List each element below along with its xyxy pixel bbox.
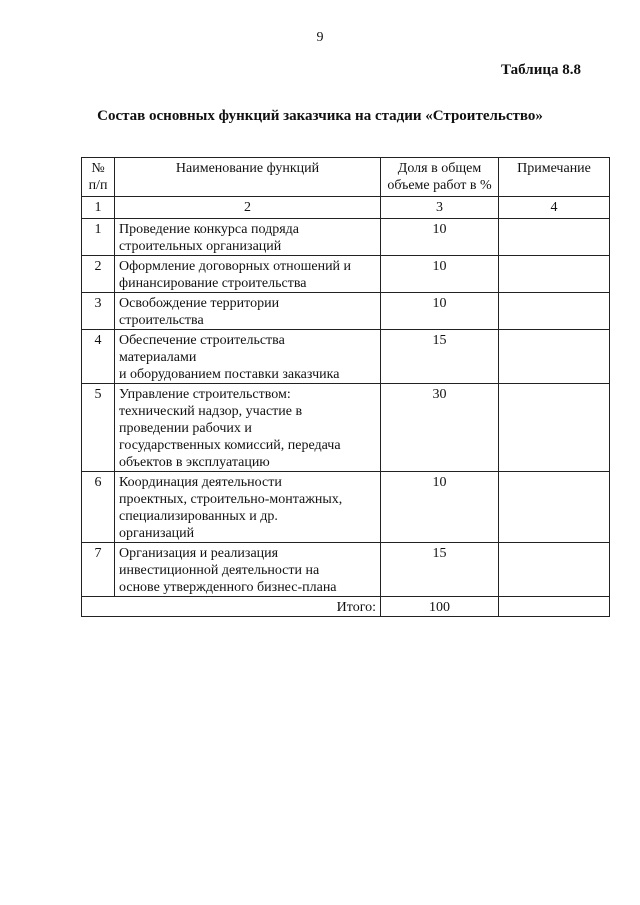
row-share: 15	[381, 330, 499, 384]
row-function-name: Управление строительством: технический надзор, участие в проведении рабочих и государственных комиссий, передача объектов в эксплуатацию	[115, 384, 381, 472]
row-note	[499, 472, 610, 543]
row-note	[499, 384, 610, 472]
row-note	[499, 256, 610, 293]
functions-table	[81, 157, 610, 617]
row-note	[499, 219, 610, 256]
row-share: 10	[381, 293, 499, 330]
row-number: 5	[82, 384, 115, 472]
row-note	[499, 543, 610, 597]
row-note	[499, 330, 610, 384]
table-row	[82, 472, 610, 543]
row-note	[499, 293, 610, 330]
table-row	[82, 543, 610, 597]
row-number: 1	[82, 219, 115, 256]
row-number: 7	[82, 543, 115, 597]
row-function-name: Проведение конкурса подряда строительных организаций	[115, 219, 381, 256]
header-num: № п/п	[82, 158, 115, 197]
col-index-4: 4	[499, 197, 610, 219]
row-function-name: Оформление договорных отношений и финансирование строительства	[115, 256, 381, 293]
col-index-2: 2	[115, 197, 381, 219]
table-row	[82, 219, 610, 256]
row-share: 10	[381, 219, 499, 256]
page-number: 9	[316, 30, 324, 45]
col-index-1: 1	[82, 197, 115, 219]
row-share: 10	[381, 472, 499, 543]
header-note: Примечание	[499, 158, 610, 197]
row-number: 4	[82, 330, 115, 384]
row-number: 6	[82, 472, 115, 543]
header-row	[82, 158, 610, 197]
total-share: 100	[381, 597, 499, 617]
row-function-name: Освобождение территории строительства	[115, 293, 381, 330]
header-share: Доля в общем объеме работ в %	[381, 158, 499, 197]
document-title: Состав основных функций заказчика на стадии «Строительство»	[97, 108, 543, 124]
row-number: 2	[82, 256, 115, 293]
row-share: 30	[381, 384, 499, 472]
table-label: Таблица 8.8	[501, 62, 581, 78]
total-row	[82, 597, 610, 617]
total-note	[499, 597, 610, 617]
row-function-name: Обеспечение строительства материалами и оборудованием поставки заказчика	[115, 330, 381, 384]
column-index-row	[82, 197, 610, 219]
header-name: Наименование функций	[115, 158, 381, 197]
row-share: 15	[381, 543, 499, 597]
row-number: 3	[82, 293, 115, 330]
row-function-name: Координация деятельности проектных, строительно-монтажных, специализированных и др. организаций	[115, 472, 381, 543]
row-function-name: Организация и реализация инвестиционной деятельности на основе утвержденного бизнес-плана	[115, 543, 381, 597]
row-share: 10	[381, 256, 499, 293]
total-label: Итого:	[82, 597, 381, 617]
table-row	[82, 256, 610, 293]
table-row	[82, 384, 610, 472]
table-row	[82, 293, 610, 330]
table-row	[82, 330, 610, 384]
col-index-3: 3	[381, 197, 499, 219]
